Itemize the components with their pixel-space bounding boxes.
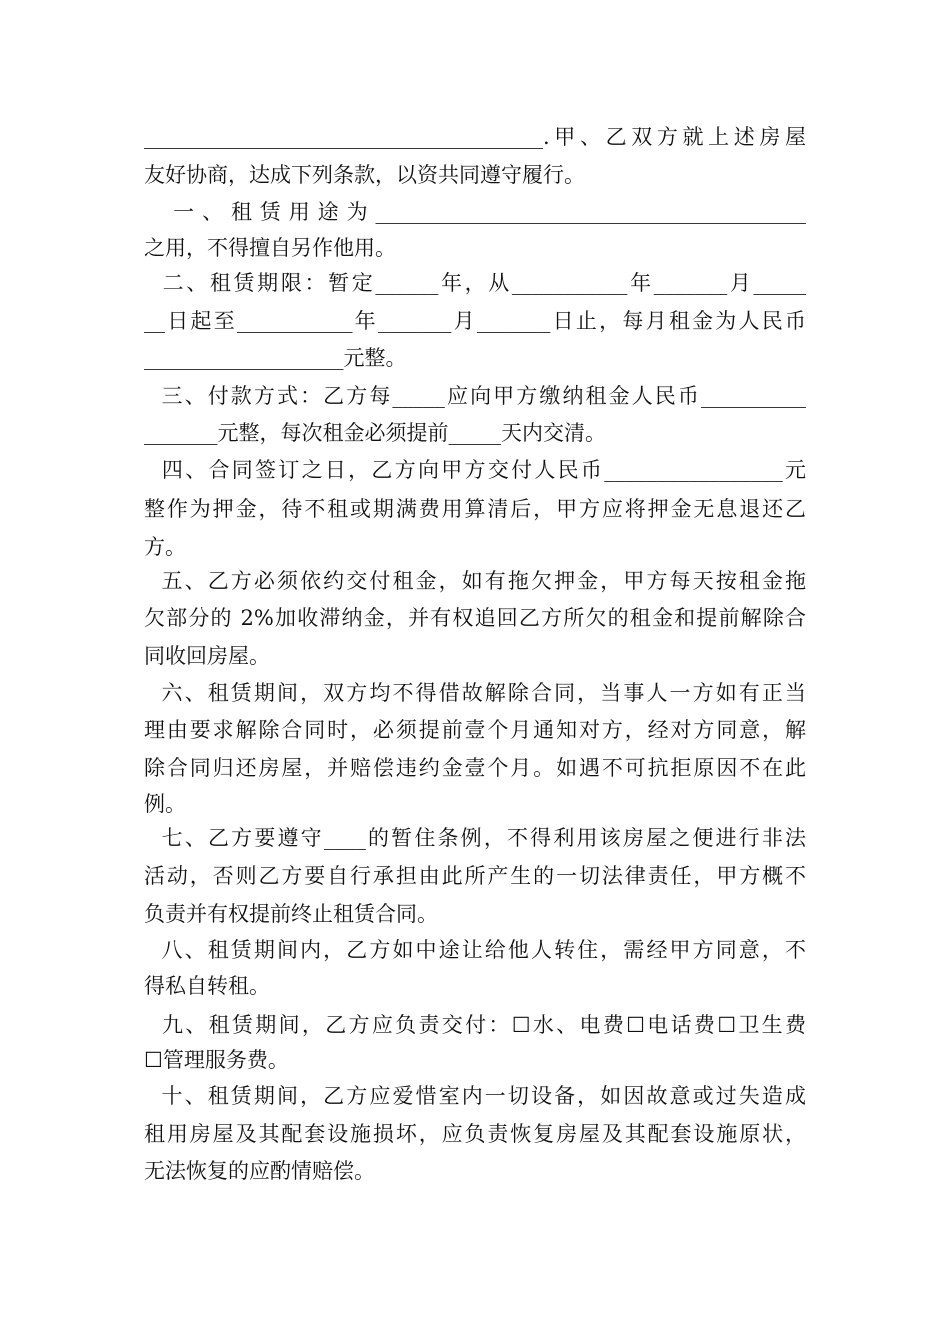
text-line: 七、乙方要遵守____的暂住条例，不得利用该房屋之便进行非法 (144, 826, 806, 850)
text-line: 理由要求解除合同时，必须提前壹个月通知对方，经对方同意，解 (144, 718, 806, 742)
text-line: 活动，否则乙方要自行承担由此所产生的一切法律责任，甲方概不 (144, 864, 806, 888)
text-line: 同收回房屋。 (144, 644, 270, 668)
text-line: 整作为押金，待不租或期满费用算清后，甲方应将押金无息退还乙 (144, 497, 806, 521)
text-line: __日起至___________年_______月_______日止，每月租金为人民币 (144, 309, 806, 333)
text-line: 无法恢复的应酌情赔偿。 (144, 1159, 375, 1183)
text-line: 得私自转租。 (144, 974, 270, 998)
text-line: 十、租赁期间，乙方应爱惜室内一切设备，如因故意或过失造成 (144, 1084, 806, 1108)
text-line: 五、乙方必须依约交付租金，如有拖欠押金，甲方每天按租金拖 (144, 569, 806, 593)
text-line: 租用房屋及其配套设施损坏，应负责恢复房屋及其配套设施原状， (144, 1122, 806, 1146)
text-line: 例。 (144, 792, 186, 816)
text-line: 九、租赁期间，乙方应负责交付：☐水、电费☐电话费☐卫生费 (144, 1013, 806, 1037)
text-line: ☐管理服务费。 (144, 1048, 289, 1072)
text-line: 之用，不得擅自另作他用。 (144, 236, 396, 260)
text-line: 一、租赁用途为_________________________________________ (144, 200, 806, 224)
text-line: 二、租赁期限：暂定______年，从___________年_______月_____ (144, 271, 806, 295)
text-line: 欠部分的 2%加收滞纳金，并有权追回乙方所欠的租金和提前解除合 (144, 606, 806, 630)
text-line: ______________________________________.甲、乙双方就上述房屋 (144, 125, 806, 149)
text-line: 负责并有权提前终止租赁合同。 (144, 902, 438, 926)
text-line: 四、合同签订之日，乙方向甲方交付人民币_________________元 (144, 458, 806, 482)
text-line: ___________________元整。 (144, 346, 407, 370)
text-line: 六、租赁期间，双方均不得借故解除合同，当事人一方如有正当 (144, 681, 806, 705)
text-line: 友好协商，达成下列条款，以资共同遵守履行。 (144, 163, 585, 187)
text-line: 三、付款方式：乙方每_____应向甲方缴纳租金人民币__________ (144, 384, 806, 408)
text-line: 方。 (144, 535, 186, 559)
text-line: 除合同归还房屋，并赔偿违约金壹个月。如遇不可抗拒原因不在此 (144, 756, 806, 780)
text-line: 八、租赁期间内，乙方如中途让给他人转住，需经甲方同意，不 (144, 938, 806, 962)
text-line: _______元整，每次租金必须提前_____天内交清。 (144, 421, 606, 445)
